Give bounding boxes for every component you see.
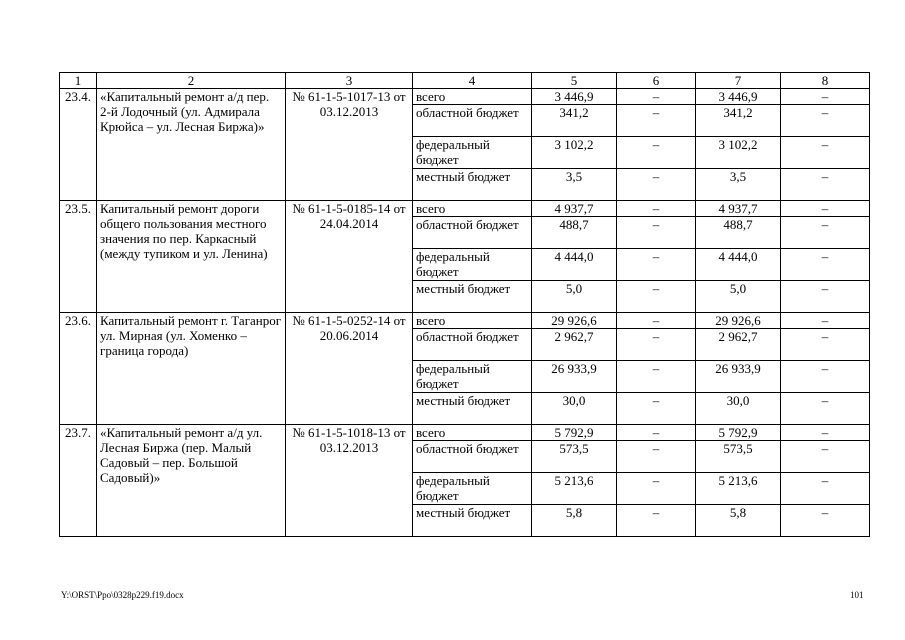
value-cell: 4 937,7 bbox=[532, 201, 617, 217]
item-number: 23.7. bbox=[60, 425, 97, 537]
funding-source: всего bbox=[413, 313, 532, 329]
item-document: № 61-1-5-1018-13 от 03.12.2013 bbox=[286, 425, 413, 537]
value-cell: 341,2 bbox=[532, 105, 617, 137]
funding-source: областной бюджет bbox=[413, 217, 532, 249]
funding-source: федеральный бюджет bbox=[413, 137, 532, 169]
value-cell: 3,5 bbox=[696, 169, 781, 201]
value-cell: 488,7 bbox=[532, 217, 617, 249]
value-cell: – bbox=[781, 249, 870, 281]
item-document: № 61-1-5-1017-13 от 03.12.2013 bbox=[286, 89, 413, 201]
value-cell: – bbox=[781, 201, 870, 217]
value-cell: 5,0 bbox=[696, 281, 781, 313]
item-number: 23.4. bbox=[60, 89, 97, 201]
funding-source: местный бюджет bbox=[413, 281, 532, 313]
funding-source: местный бюджет bbox=[413, 505, 532, 537]
value-cell: – bbox=[617, 505, 696, 537]
budget-table bbox=[59, 72, 870, 537]
value-cell: – bbox=[781, 329, 870, 361]
footer-page-number: 101 bbox=[850, 590, 864, 600]
value-cell: – bbox=[617, 313, 696, 329]
value-cell: – bbox=[617, 201, 696, 217]
value-cell: – bbox=[781, 169, 870, 201]
value-cell: 3,5 bbox=[532, 169, 617, 201]
table-header-row bbox=[60, 73, 870, 89]
value-cell: – bbox=[617, 425, 696, 441]
item-number: 23.6. bbox=[60, 313, 97, 425]
value-cell: – bbox=[781, 441, 870, 473]
table-row bbox=[60, 313, 870, 329]
funding-source: федеральный бюджет bbox=[413, 473, 532, 505]
footer-file-path: Y:\ORST\Ppo\0328p229.f19.docx bbox=[61, 590, 184, 600]
value-cell: – bbox=[617, 217, 696, 249]
value-cell: – bbox=[617, 473, 696, 505]
header-cell: 2 bbox=[97, 73, 286, 89]
value-cell: 30,0 bbox=[532, 393, 617, 425]
header-cell: 6 bbox=[617, 73, 696, 89]
item-name: «Капитальный ремонт а/д ул. Лесная Биржа (пер. Малый Садовый – пер. Большой Садовый)» bbox=[97, 425, 286, 537]
header-cell: 7 bbox=[696, 73, 781, 89]
value-cell: 3 446,9 bbox=[696, 89, 781, 105]
value-cell: 2 962,7 bbox=[696, 329, 781, 361]
value-cell: – bbox=[617, 329, 696, 361]
value-cell: 4 937,7 bbox=[696, 201, 781, 217]
value-cell: – bbox=[617, 137, 696, 169]
value-cell: – bbox=[781, 313, 870, 329]
value-cell: 4 444,0 bbox=[696, 249, 781, 281]
value-cell: 29 926,6 bbox=[532, 313, 617, 329]
funding-source: местный бюджет bbox=[413, 169, 532, 201]
header-cell: 4 bbox=[413, 73, 532, 89]
value-cell: – bbox=[781, 505, 870, 537]
table-row bbox=[60, 425, 870, 441]
value-cell: – bbox=[781, 281, 870, 313]
value-cell: 341,2 bbox=[696, 105, 781, 137]
funding-source: областной бюджет bbox=[413, 105, 532, 137]
value-cell: 2 962,7 bbox=[532, 329, 617, 361]
item-document: № 61-1-5-0185-14 от 24.04.2014 bbox=[286, 201, 413, 313]
value-cell: – bbox=[781, 89, 870, 105]
value-cell: 573,5 bbox=[532, 441, 617, 473]
value-cell: – bbox=[781, 361, 870, 393]
value-cell: 30,0 bbox=[696, 393, 781, 425]
funding-source: областной бюджет bbox=[413, 441, 532, 473]
value-cell: 5 213,6 bbox=[532, 473, 617, 505]
header-cell: 5 bbox=[532, 73, 617, 89]
value-cell: – bbox=[617, 105, 696, 137]
value-cell: 4 444,0 bbox=[532, 249, 617, 281]
funding-source: областной бюджет bbox=[413, 329, 532, 361]
value-cell: – bbox=[781, 393, 870, 425]
item-number: 23.5. bbox=[60, 201, 97, 313]
value-cell: – bbox=[781, 473, 870, 505]
value-cell: – bbox=[781, 137, 870, 169]
value-cell: 5 792,9 bbox=[532, 425, 617, 441]
table-row bbox=[60, 89, 870, 105]
value-cell: 3 102,2 bbox=[696, 137, 781, 169]
value-cell: 488,7 bbox=[696, 217, 781, 249]
funding-source: всего bbox=[413, 201, 532, 217]
value-cell: 29 926,6 bbox=[696, 313, 781, 329]
value-cell: 26 933,9 bbox=[532, 361, 617, 393]
header-cell: 1 bbox=[60, 73, 97, 89]
value-cell: 3 446,9 bbox=[532, 89, 617, 105]
funding-source: федеральный бюджет bbox=[413, 361, 532, 393]
value-cell: 5,8 bbox=[532, 505, 617, 537]
funding-source: федеральный бюджет bbox=[413, 249, 532, 281]
funding-source: всего bbox=[413, 425, 532, 441]
value-cell: – bbox=[617, 249, 696, 281]
value-cell: – bbox=[781, 425, 870, 441]
item-name: «Капитальный ремонт а/д пер. 2-й Лодочный (ул. Адмирала Крюйса – ул. Лесная Биржа)» bbox=[97, 89, 286, 201]
value-cell: – bbox=[617, 361, 696, 393]
item-name: Капитальный ремонт дороги общего пользования местного значения по пер. Каркасный (между тупиком и ул. Ленина) bbox=[97, 201, 286, 313]
funding-source: местный бюджет bbox=[413, 393, 532, 425]
item-document: № 61-1-5-0252-14 от 20.06.2014 bbox=[286, 313, 413, 425]
value-cell: – bbox=[617, 393, 696, 425]
value-cell: – bbox=[781, 105, 870, 137]
value-cell: 573,5 bbox=[696, 441, 781, 473]
value-cell: – bbox=[617, 281, 696, 313]
value-cell: 5,0 bbox=[532, 281, 617, 313]
value-cell: – bbox=[617, 89, 696, 105]
value-cell: 5 792,9 bbox=[696, 425, 781, 441]
value-cell: 5,8 bbox=[696, 505, 781, 537]
value-cell: 5 213,6 bbox=[696, 473, 781, 505]
header-cell: 8 bbox=[781, 73, 870, 89]
table-row bbox=[60, 201, 870, 217]
header-cell: 3 bbox=[286, 73, 413, 89]
value-cell: – bbox=[617, 169, 696, 201]
value-cell: 3 102,2 bbox=[532, 137, 617, 169]
funding-source: всего bbox=[413, 89, 532, 105]
value-cell: – bbox=[781, 217, 870, 249]
value-cell: 26 933,9 bbox=[696, 361, 781, 393]
value-cell: – bbox=[617, 441, 696, 473]
item-name: Капитальный ремонт г. Таганрог ул. Мирная (ул. Хоменко – граница города) bbox=[97, 313, 286, 425]
